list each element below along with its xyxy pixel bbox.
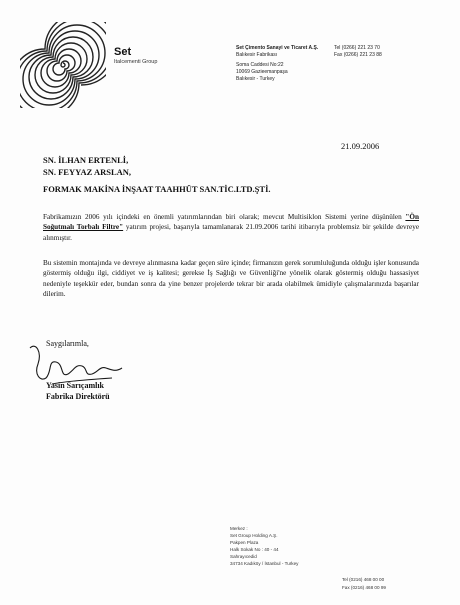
footer-address-line: Sahrayıcedid	[230, 554, 257, 559]
recipient-company: FORMAK MAKİNA İNŞAAT TAAHHÜT SAN.TİC.LTD.ŞTİ.	[43, 184, 271, 194]
recipient-name: SN. İLHAN ERTENLİ,	[43, 155, 129, 165]
body-text: Fabrikamızın 2006 yılı içindeki en önemli yatırımlarından biri olarak; mevcut Multisiklon Sistemi yerine düşünülen	[43, 213, 406, 221]
brand-subtitle: Italcementi Group	[114, 59, 158, 65]
letterhead-address-line: Balıkesir - Turkey	[236, 76, 275, 82]
closing-greeting: Saygılarımla,	[46, 339, 89, 348]
footer-address-line: Merkez :	[230, 526, 248, 531]
signer-title: Fabrika Direktörü	[46, 392, 110, 401]
body-paragraph: Bu sistemin montajında ve devreye alınmasına kadar geçen süre içinde; firmanızın gerek sorumluluğunda olduğu işler konusunda göstermiş olduğu ilgi, ciddiyet ve iş kalitesi; gerekse İş Sağlığı ve Güvenliği'ne yönelik olarak göstermiş olduğu hassasiyet nedeniyle teşekkür eder, bundan sonra da yine benzer projelerde tekrar bir arada olabilmek ümidiyle çalışmalarınızda başarılar dilerim.	[43, 259, 419, 298]
footer-address-line: Halk Sokak No : 40 - 44	[230, 547, 279, 552]
letterhead-address-line: 10069 Gazieemanpaşa	[236, 69, 288, 75]
letterhead-fax: Fax (0266) 221 23 88	[334, 52, 382, 58]
recipient-name: SN. FEYYAZ ARSLAN,	[43, 167, 132, 177]
body-text: yatırım projesi, başarıyla tamamlanarak 21.09.2006 tarihi itibarıyla problemsiz bir şekilde devreye alınmıştır.	[43, 223, 420, 242]
footer-fax: Fax (0216) 468 00 99	[342, 585, 386, 590]
project-name: "Ön Soğutmalı Torbalı Filtre"	[43, 213, 419, 232]
letterhead-company: Set Çimento Sanayi ve Ticaret A.Ş.	[236, 45, 319, 51]
footer-address-line: Pakpen Plaza	[230, 540, 259, 545]
body-paragraph	[43, 212, 419, 243]
letterhead-tel: Tel (0266) 221 23 70	[334, 45, 380, 51]
footer-address-line: Set Group Holding A.Ş.	[230, 533, 278, 538]
signer-name: Yasin Sarıçamlık	[46, 381, 105, 390]
spiral-logo-icon	[20, 22, 106, 108]
footer-address-line: 34734 Kadıköy / İstanbul - Turkey	[230, 561, 299, 566]
footer-tel: Tel (0216) 468 00 00	[342, 577, 385, 582]
letter-date: 21.09.2006	[341, 141, 380, 151]
letterhead-address-line: Balıkesir Fabrikası	[236, 52, 278, 58]
brand-name: Set	[114, 46, 132, 58]
letterhead-address-line: Soma Caddesi No:22	[236, 62, 284, 68]
